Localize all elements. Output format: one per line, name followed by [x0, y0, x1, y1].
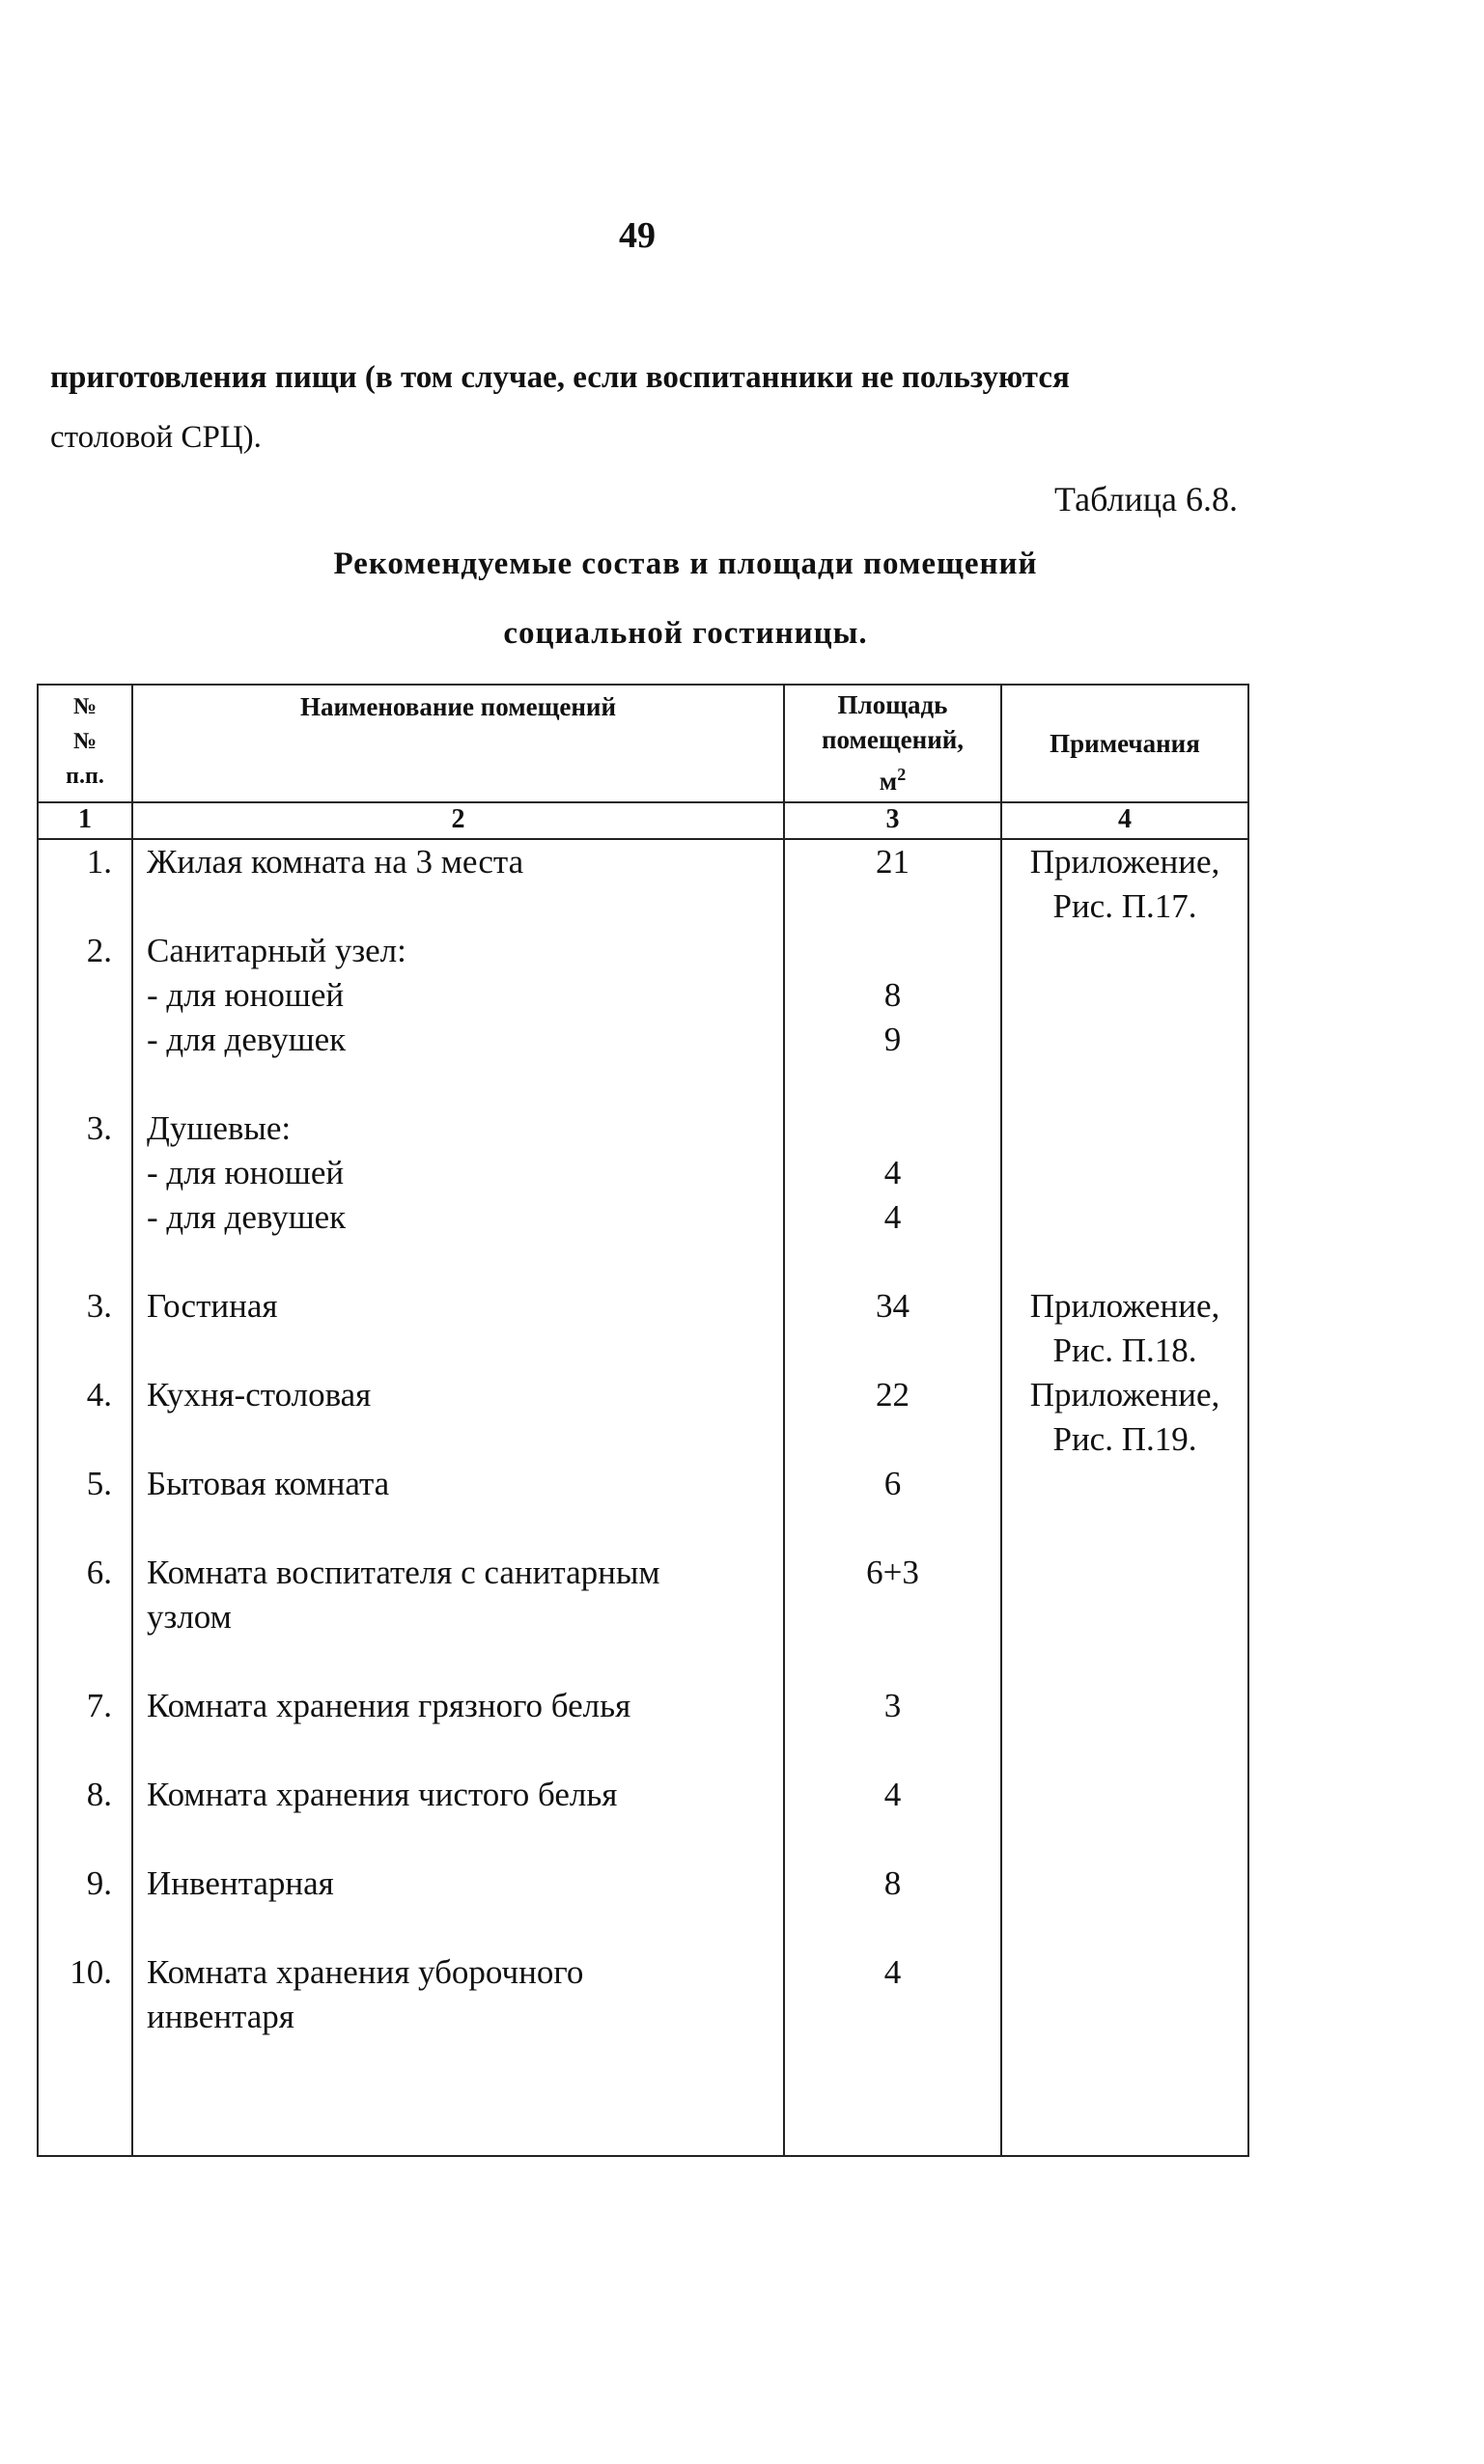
table-label: Таблица 6.8. — [1054, 480, 1238, 518]
room-name: Комната хранения уборочного — [147, 1953, 584, 1991]
room-subitem: - для девушек — [147, 1198, 347, 1236]
room-name: Комната хранения грязного белья — [147, 1687, 631, 1724]
room-note: Приложение, — [1029, 1376, 1220, 1414]
column-number-1: 1 — [38, 802, 132, 839]
notes-column — [1001, 839, 1248, 2156]
page-number: 49 — [619, 215, 656, 256]
room-name: Кухня-столовая — [147, 1376, 372, 1414]
table-caption-line-1: Рекомендуемые состав и площади помещений — [333, 546, 1038, 581]
room-note: Рис. П.19. — [1052, 1420, 1197, 1458]
room-area: 34 — [876, 1287, 910, 1325]
room-name: Жилая комната на 3 места — [147, 843, 524, 881]
header-name: Наименование помещений — [132, 685, 784, 802]
row-number: 9. — [86, 1864, 112, 1902]
room-name-continued: узлом — [147, 1598, 232, 1636]
room-note: Приложение, — [1029, 1287, 1220, 1325]
header-number-line-2: № — [72, 729, 98, 754]
rooms-table — [37, 684, 1249, 2157]
row-number: 2. — [86, 932, 112, 969]
table-caption-line-2: социальной гостиницы. — [503, 616, 868, 651]
room-note: Рис. П.17. — [1052, 887, 1197, 925]
header-notes: Примечания — [1001, 685, 1248, 802]
header-number — [38, 685, 132, 802]
row-number: 3. — [86, 1287, 112, 1325]
column-number-3: 3 — [784, 802, 1001, 839]
intro-line-1: приготовления пищи (в том случае, если воспитанники не пользуются — [50, 360, 1070, 395]
areas-column — [784, 839, 1001, 2156]
header-area-line-3 — [785, 757, 1000, 798]
room-name: Душевые: — [147, 1109, 292, 1147]
header-number-line-3: п.п. — [66, 764, 104, 789]
room-subitem: - для юношей — [147, 1154, 345, 1191]
room-area: 8 — [883, 976, 902, 1014]
table-body-row — [38, 839, 1248, 2156]
header-number-line-1: № — [72, 694, 98, 719]
intro-line-2: столовой СРЦ). — [50, 420, 262, 455]
header-area-unit-superscript: 2 — [897, 765, 907, 784]
numbers-column — [38, 839, 132, 2156]
intro-paragraph — [50, 348, 1247, 467]
room-area: 21 — [876, 843, 910, 881]
row-number: 4. — [86, 1376, 112, 1414]
room-area: 6+3 — [866, 1554, 919, 1591]
room-note: Приложение, — [1029, 843, 1220, 881]
room-area: 9 — [883, 1021, 902, 1058]
room-area: 3 — [883, 1687, 902, 1724]
room-name: Комната воспитателя с санитарным — [147, 1554, 660, 1591]
room-area: 4 — [883, 1953, 902, 1991]
table-header-row — [38, 685, 1248, 802]
row-number: 1. — [86, 843, 112, 881]
header-area-line-1: Площадь — [837, 690, 948, 719]
row-number: 6. — [86, 1554, 112, 1591]
row-number: 5. — [86, 1465, 112, 1502]
row-number: 8. — [86, 1776, 112, 1813]
room-name: Бытовая комната — [147, 1465, 390, 1502]
row-number: 10. — [70, 1953, 112, 1991]
room-name: Инвентарная — [147, 1864, 334, 1902]
room-name: Гостиная — [147, 1287, 278, 1325]
room-name-continued: инвентаря — [147, 1998, 294, 2035]
room-area: 4 — [883, 1154, 902, 1191]
names-column — [132, 839, 784, 2156]
room-area: 8 — [883, 1864, 902, 1902]
column-number-2: 2 — [132, 802, 784, 839]
room-note: Рис. П.18. — [1052, 1331, 1197, 1369]
room-subitem: - для юношей — [147, 976, 345, 1014]
room-area: 4 — [883, 1198, 902, 1236]
header-area-unit: м — [879, 767, 898, 796]
room-area: 22 — [876, 1376, 910, 1414]
row-number: 3. — [86, 1109, 112, 1147]
header-area-line-2: помещений, — [821, 725, 965, 754]
room-area: 4 — [883, 1776, 902, 1813]
room-name: Комната хранения чистого белья — [147, 1776, 618, 1813]
room-subitem: - для девушек — [147, 1021, 347, 1058]
column-number-4: 4 — [1001, 802, 1248, 839]
room-area: 6 — [883, 1465, 902, 1502]
header-area — [784, 685, 1001, 802]
row-number: 7. — [86, 1687, 112, 1724]
room-name: Санитарный узел: — [147, 932, 406, 969]
column-number-row — [38, 802, 1248, 839]
